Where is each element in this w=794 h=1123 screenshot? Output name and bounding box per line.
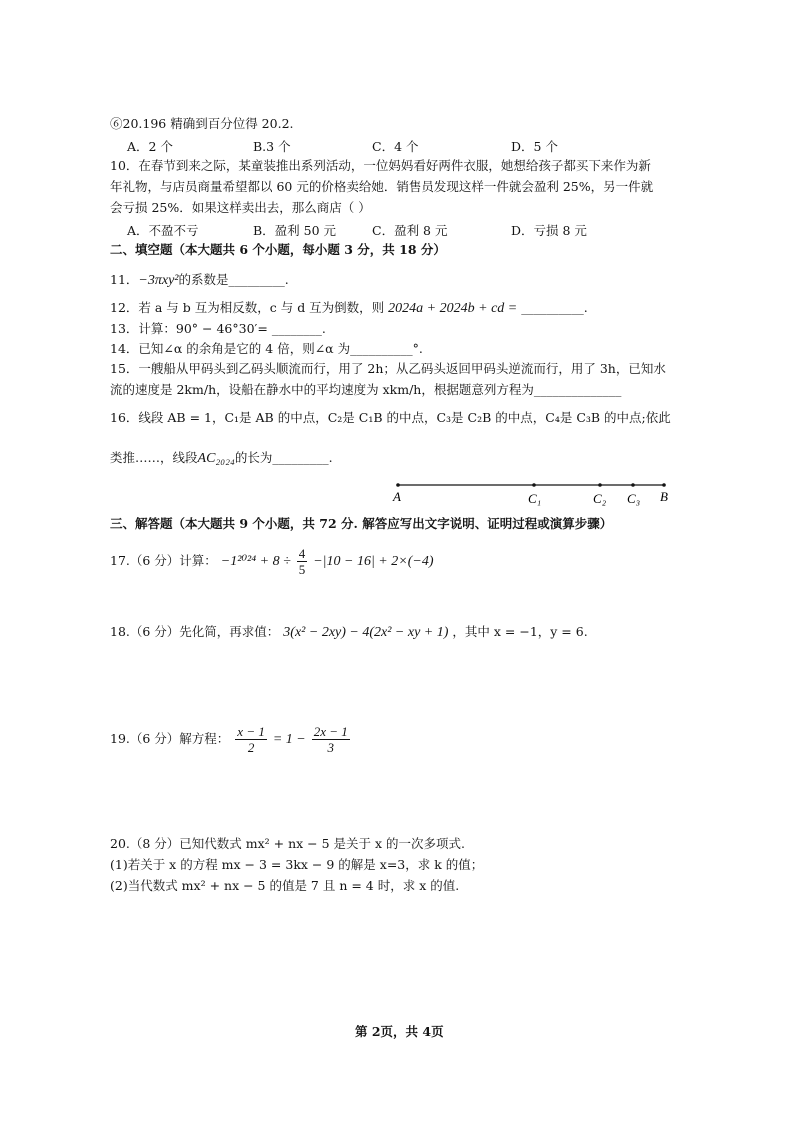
q10-line-3: 会亏损 25%．如果这样卖出去，那么商店（ ） [110, 200, 371, 215]
point-c2 [598, 483, 602, 487]
label-b: B [660, 489, 668, 504]
q12 [110, 300, 588, 317]
point-c1 [532, 483, 536, 487]
q17-fraction [297, 546, 308, 577]
q11 [110, 272, 289, 289]
q10-choice-a: A．不盈不亏 [127, 223, 199, 238]
q19-fraction-right-denominator: 3 [327, 740, 334, 755]
q19-fraction-right [312, 724, 350, 755]
q19-fraction-left-denominator: 2 [247, 740, 255, 755]
q11-prefix: 11． [110, 272, 139, 287]
section-2-title: 二、填空题（本大题共 6 个小题，每小题 3 分，共 18 分） [110, 242, 446, 257]
q10-choice-b: B．盈利 50 元 [253, 223, 337, 238]
q9-choice-d: D．5 个 [511, 139, 558, 154]
label-c2: C₂ [593, 491, 607, 506]
q12-expression: 2024a + 2024b + cd = [388, 301, 518, 316]
q17-fraction-denominator: 5 [298, 562, 306, 577]
q19-fraction-left [235, 724, 267, 755]
q9-choice-a: A．2 个 [127, 139, 173, 154]
q19-middle: = 1 − [272, 732, 306, 747]
q11-suffix: 的系数是_________. [178, 272, 289, 287]
point-a [396, 483, 400, 487]
q10-choice-c: C．盈利 8 元 [372, 223, 448, 238]
label-a: A [393, 489, 401, 504]
q17-fraction-numerator: 4 [298, 546, 306, 561]
q13: 13．计算：90° − 46°30′= ________. [110, 321, 326, 336]
q14: 14．已知∠α 的余角是它的 4 倍，则∠α 为__________°. [110, 341, 423, 356]
q16-line-2-suffix: 的长为_________. [234, 450, 333, 465]
q12-suffix: __________. [521, 300, 588, 315]
q17-expression-a: −1²⁰²⁴ + 8 ÷ [220, 554, 291, 569]
q9-fragment: ⑥20.196 精确到百分位得 20.2. [110, 116, 294, 131]
page-footer: 第 2页，共 4页 [355, 1024, 444, 1039]
q15-line-2: 流的速度是 2km/h，设船在静水中的平均速度为 xkm/h，根据题意列方程为______________ [110, 382, 622, 397]
point-b [662, 483, 666, 487]
q19-prefix: 19.（6 分）解方程： [110, 731, 230, 746]
q16-line-1: 16．线段 AB = 1，C₁是 AB 的中点，C₂是 C₁B 的中点，C₃是 C₂B 的中点，C₄是 C₃B 的中点;依此 [110, 410, 671, 425]
q10-line-1: 10．在春节到来之际，某童装推出系列活动，一位妈妈看好两件衣服，她想给孩子都买下来作为新 [110, 158, 651, 173]
q18-expression: 3(x² − 2xy) − 4(2x² − xy + 1) [283, 625, 449, 640]
label-c3: C₃ [627, 491, 641, 506]
q9-choice-c: C．4 个 [372, 139, 419, 154]
q15-line-1: 15．一艘船从甲码头到乙码头顺流而行，用了 2h；从乙码头返回甲码头逆流而行，用了 3h，已知水 [110, 361, 666, 376]
q20-line-3: (2)当代数式 mx² + nx − 5 的值是 7 且 n = 4 时，求 x 的值. [110, 878, 460, 893]
q18 [110, 624, 588, 641]
q17-prefix: 17.（6 分）计算： [110, 553, 217, 568]
q9-choice-b: B.3 个 [253, 139, 291, 154]
q18-prefix: 18.（6 分）先化简，再求值： [110, 624, 280, 639]
label-c1: C₁ [528, 491, 542, 506]
q16-expression: AC₂₀₂₄ [197, 451, 235, 466]
q10-choice-d: D．亏损 8 元 [511, 223, 587, 238]
q17 [110, 545, 433, 578]
point-c3 [631, 483, 635, 487]
q16-line-2 [110, 450, 333, 467]
q19-fraction-right-numerator: 2x − 1 [313, 724, 348, 739]
q19-fraction-left-numerator: x − 1 [237, 724, 265, 739]
q20-line-1: 20.（8 分）已知代数式 mx² + nx − 5 是关于 x 的一次多项式. [110, 836, 466, 851]
segment-diagram [390, 474, 680, 508]
q18-suffix: ，其中 x = −1，y = 6. [452, 624, 588, 639]
section-3-title: 三、解答题（本大题共 9 个小题，共 72 分. 解答应写出文字说明、证明过程或演算步骤） [110, 516, 613, 531]
q17-expression-b: −|10 − 16| + 2×(−4) [313, 554, 434, 569]
q11-expression: −3πxy² [138, 273, 179, 288]
q12-prefix: 12．若 a 与 b 互为相反数，c 与 d 互为倒数，则 [110, 300, 385, 315]
q20-line-2: (1)若关于 x 的方程 mx − 3 = 3kx − 9 的解是 x=3，求 k 的值； [110, 857, 484, 872]
q10-line-2: 年礼物，与店员商量希望都以 60 元的价格卖给她．销售员发现这样一件就会盈利 25%，另一件就 [110, 179, 654, 194]
q19 [110, 722, 352, 757]
q16-line-2-prefix: 类推……，线段 [110, 450, 198, 465]
